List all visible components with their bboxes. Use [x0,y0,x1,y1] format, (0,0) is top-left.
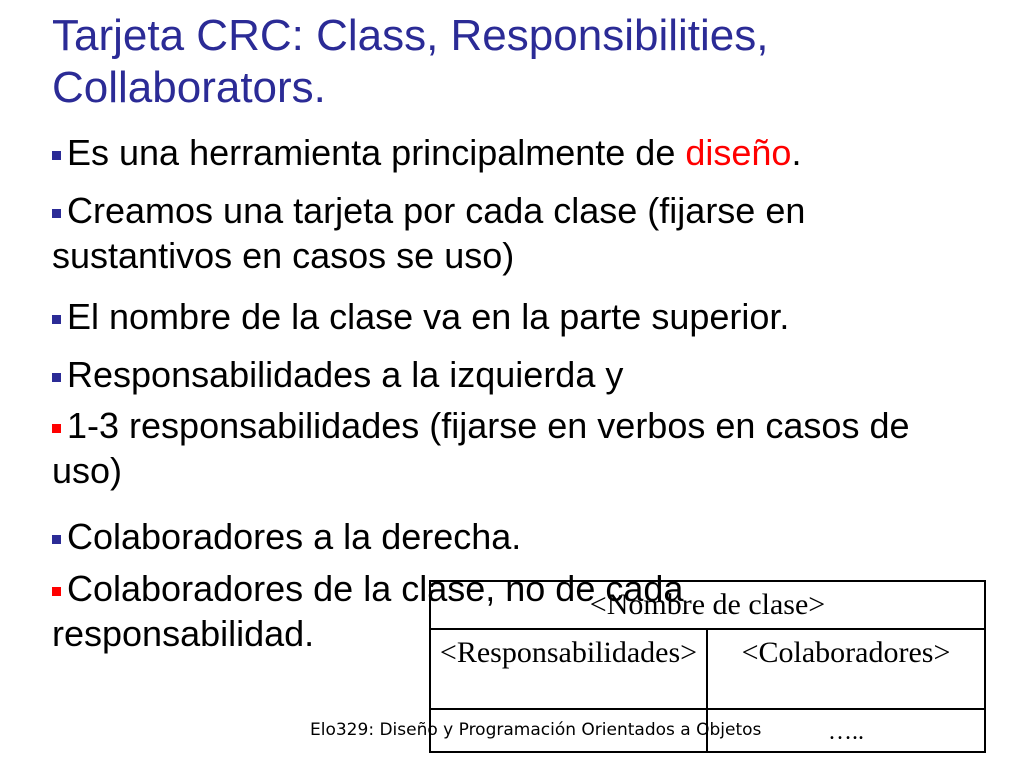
bullet-5 [52,403,972,493]
crc-collaborators: <Colaboradores> [708,630,984,710]
bullet-marker [52,424,61,433]
bullet-6-text: Colaboradores a la derecha. [67,516,522,557]
bullet-4-text: Responsabilidades a la izquierda y [67,354,624,395]
bullet-marker [52,535,61,544]
bullet-7-text: Colaboradores de la clase, no de cada responsabilidad. [52,568,684,654]
bullet-2 [52,188,912,278]
bullet-marker [52,151,61,160]
highlight-word: diseño [685,132,792,173]
crc-class-name: <Nombre de clase> [431,582,984,630]
bullet-marker [52,587,61,596]
bullet-2-text: Creamos una tarjeta por cada clase (fijarse en sustantivos en casos se uso) [52,190,806,276]
bullet-3 [52,294,972,339]
crc-responsibilities: <Responsabilidades> [431,630,708,710]
bullet-marker [52,315,61,324]
bullet-1 [52,130,972,175]
slide-footer: Elo329: Diseño y Programación Orientados a Objetos [310,720,762,740]
bullet-1-end: . [791,132,802,173]
bullet-5-text: 1-3 responsabilidades (fijarse en verbos en casos de uso) [52,405,910,491]
bullet-3-text: El nombre de la clase va en la parte superior. [67,296,790,337]
bullet-marker [52,209,61,218]
bullet-marker [52,373,61,382]
slide-title: Tarjeta CRC: Class, Responsibilities, Collaborators. [52,11,769,112]
bullet-4 [52,352,972,397]
bullet-1-text: Es una herramienta principalmente de [67,132,686,173]
bullet-6 [52,514,972,559]
crc-dots: ….. [828,719,864,745]
